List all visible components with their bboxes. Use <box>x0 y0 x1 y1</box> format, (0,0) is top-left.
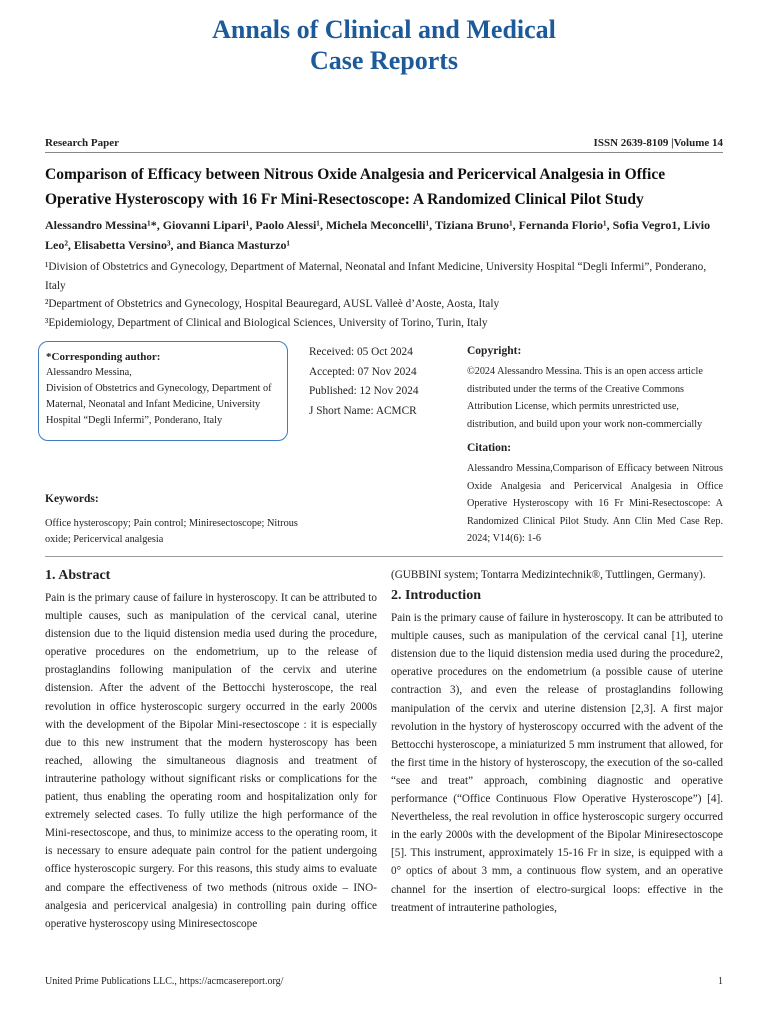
header-divider <box>45 152 723 153</box>
page-footer <box>45 976 723 987</box>
journal-title <box>0 14 768 76</box>
date-published: Published: 12 Nov 2024 <box>309 385 419 397</box>
introduction-text: Pain is the primary cause of failure in hysteroscopy. It can be attributed to multiple causes, such as manipulation of the cervical canal [1], uterine distension due to the liquid distension media used during the procedure2, operative procedures on the endometrium (a possible cause of uterine contraction 3), and even the release of prostaglandins following manipulation of the cervix and uterine distension [2,3]. A first major revolution in the hystory of hysteroscopy occurred with the advent of the Bettocchi hysteroscope, a miniaturized 5 mm instrument that allowed, for the first time in the history of hysteroscopy, the execution of the so-called “see and treat” approach, combining diagnostic and operative performance (“Office Continuous Flow Operative Hysteroscope”) [4]. Nevertheless, the real revolution in office hysteroscopic surgery occurred in the early 2000s with the development of the Bipolar Miniresectoscope [5]. This instrument, approximately 15-16 Fr in size, is equipped with a 0° optics of about 3 mm, a continuous flow system, and an operative channel for the insertion of electro-surgical loops: effective in the treatment of intrauterine pathologies, <box>391 612 723 914</box>
body-divider <box>45 556 723 557</box>
footer-publisher: United Prime Publications LLC., https://acmcasereport.org/ <box>45 976 284 987</box>
keywords-heading: Keywords: <box>45 493 99 505</box>
corresponding-heading: *Corresponding author: <box>46 351 161 363</box>
left-column <box>45 566 377 933</box>
affiliation-1: ¹Division of Obstetrics and Gynecology, Department of Maternal, Neonatal and Infant Medicine, University Hospital “Degli Infermi”, Ponderano, Italy <box>45 261 707 292</box>
header-line <box>45 137 723 149</box>
journal-short-name: J Short Name: ACMCR <box>309 404 417 417</box>
page-number: 1 <box>718 976 723 987</box>
affiliation-3: ³Epidemiology, Department of Clinical and Biological Sciences, University of Torino, Turin, Italy <box>45 316 488 329</box>
introduction-heading: 2. Introduction <box>391 588 481 604</box>
abstract-text: Pain is the primary cause of failure in hysteroscopy. It can be attributed to multiple causes, such as manipulation of the cervical canal, uterine distension due to the liquid distension media used during the procedure, operative procedures on the endometrium, up to the release of prostaglandins following manipulation of the cervix and uterine distension. After the advent of the Bettocchi hysteroscope, the real revolution in office hysteroscopic surgery occurred in the early 2000s with the development of the Bipolar Mini-resectoscope : it is especially due to this new instrument that the modern hysteroscopy has been reached, allowing the simultaneous diagnosis and treatment of intrauterine pathology without significant risks or complications for the patient, thus enabling the operating room and hospitalization only for extremely selected cases. To fully utilize the high performance of the Mini-resectoscope, and thus, to minimize access to the operating room, it is necessary to ensure adequate pain control for the patient undergoing office hysteroscopic surgery. For this reasons, this study aims to evaluate and compare the effectiveness of two methods (nitrous oxide – INO- analgesia and pericervical analgesia) in controlling pain during office operative hysteroscopy using Miniresectoscope <box>45 592 377 930</box>
author-list: Alessandro Messina¹*, Giovanni Lipari¹, Paolo Alessi¹, Michela Meconcelli¹, Tiziana Bruno¹, Fernanda Florio¹, Sofia Vegro1, Livio Leo², Elisabetta Versino³, and Bianca Masturzo¹ <box>45 218 711 252</box>
keywords-text: Office hysteroscopy; Pain control; Miniresectoscope; Nitrous oxide; Pericervical analgesia <box>45 517 298 545</box>
corresponding-author-box <box>38 341 288 441</box>
citation-text: Alessandro Messina,Comparison of Efficacy between Nitrous Oxide Analgesia and Pericervical Analgesia in Office Operative Hysteroscopy with 16 Fr Mini-Resectoscope: A Randomized Clinical Pilot Study. Ann Clin Med Case Rep. 2024; V14(6): 1-6 <box>467 463 723 544</box>
abstract-heading: 1. Abstract <box>45 568 111 583</box>
journal-title-line1: Annals of Clinical and Medical <box>212 15 556 44</box>
paper-title: Comparison of Efficacy between Nitrous Oxide Analgesia and Pericervical Analgesia in Office Operative Hysteroscopy with 16 Fr Mini-Resectoscope: A Randomized Clinical Pilot Study <box>45 166 666 208</box>
journal-title-line2: Case Reports <box>309 46 459 75</box>
corresponding-name: Alessandro Messina, <box>46 367 132 378</box>
abstract-continued: (GUBBINI system; Tontarra Medizintechnik®, Tuttlingen, Germany). <box>391 569 706 581</box>
citation-block <box>467 440 723 548</box>
citation-heading: Citation: <box>467 442 512 454</box>
copyright-text: ©2024 Alessandro Messina. This is an open access article distributed under the terms of the Creative Commons Attribution License, which permits unrestricted use, distribution, and build upon your work non-commercially <box>467 366 703 430</box>
paper-type: Research Paper <box>45 137 120 149</box>
right-column <box>391 566 723 917</box>
copyright-block <box>467 343 723 433</box>
copyright-heading: Copyright: <box>467 345 522 357</box>
keywords-block <box>45 491 305 549</box>
publication-dates <box>309 343 459 421</box>
date-received: Received: 05 Oct 2024 <box>309 346 413 358</box>
affiliation-2: ²Department of Obstetrics and Gynecology, Hospital Beauregard, AUSL Valleè d’Aoste, Aosta, Italy <box>45 298 500 310</box>
corresponding-address: Division of Obstetrics and Gynecology, Department of Maternal, Neonatal and Infant Medicine, University Hospital “Degli Infermi”, Ponderano, Italy <box>46 383 272 426</box>
affiliations <box>45 258 723 332</box>
issn-volume: ISSN 2639-8109 |Volume 14 <box>593 137 723 149</box>
date-accepted: Accepted: 07 Nov 2024 <box>309 365 417 378</box>
